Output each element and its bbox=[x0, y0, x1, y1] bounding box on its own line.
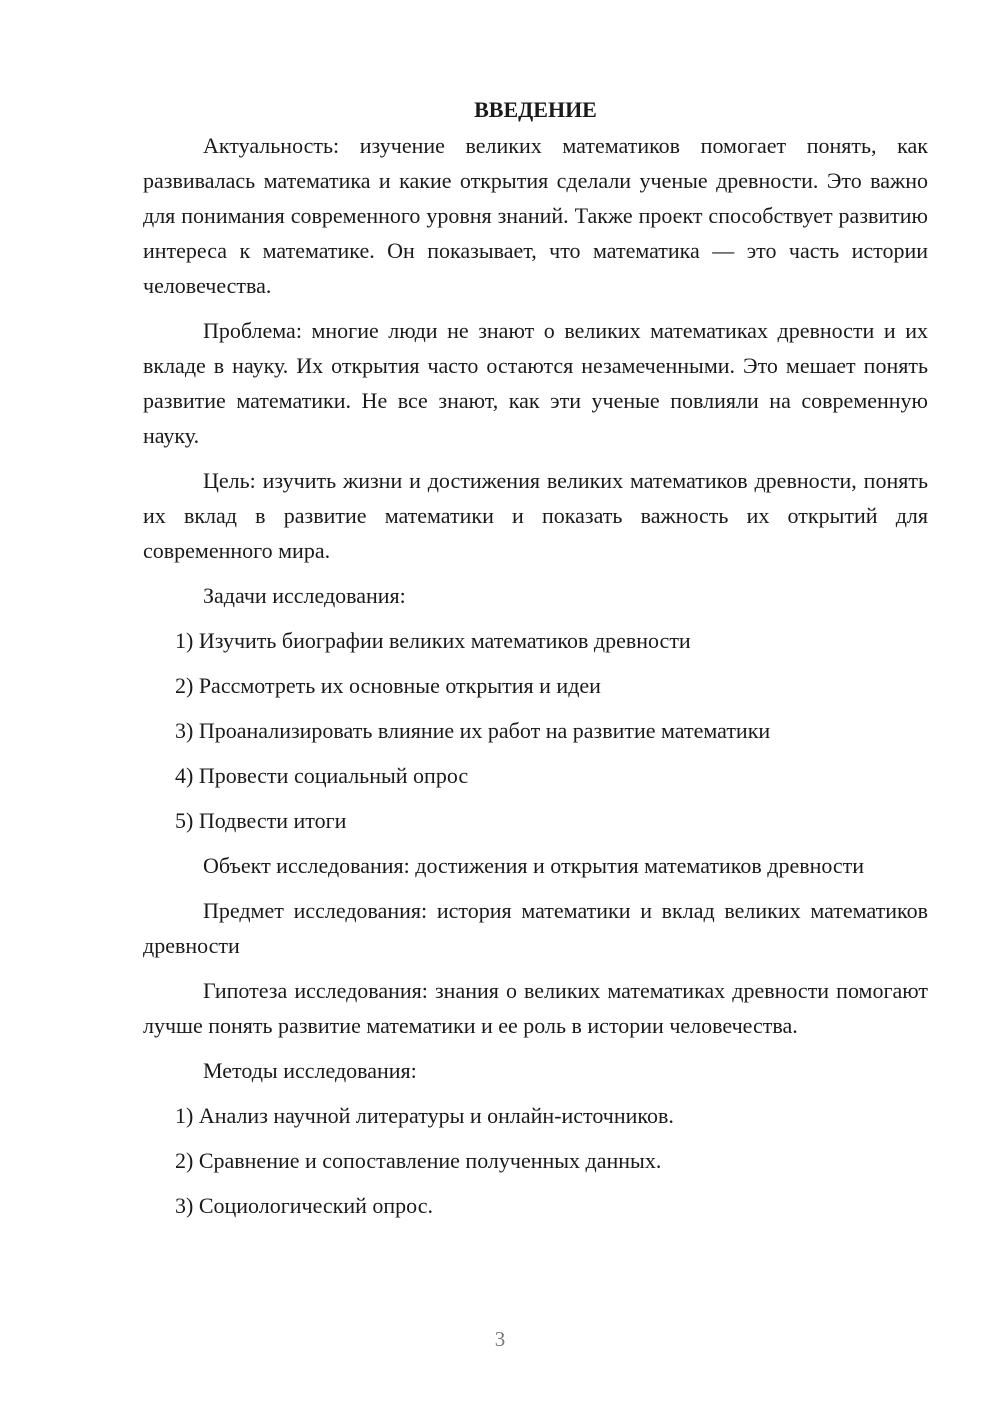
page-number: 3 bbox=[494, 1327, 506, 1351]
methods-heading: Методы исследования: bbox=[203, 1058, 417, 1083]
task-item: 4) Провести социальный опрос bbox=[175, 763, 469, 788]
task-item: 3) Проанализировать влияние их работ на развитие математики bbox=[175, 718, 771, 743]
relevance-paragraph: Актуальность: изучение великих математиков помогает понять, как развивалась математика и какие открытия сделали ученые древности. Это важно для понимания современного уровня знаний. Также проект способствует развитию интереса к математике. Он показывает, что математика — это часть истории человечества. bbox=[143, 133, 928, 298]
document-page bbox=[143, 92, 928, 1233]
task-item: 5) Подвести итоги bbox=[175, 808, 347, 833]
task-item: 2) Рассмотреть их основные открытия и идеи bbox=[175, 673, 601, 698]
problem-paragraph: Проблема: многие люди не знают о великих математиках древности и их вкладе в науку. Их открытия часто остаются незамеченными. Это мешает понять развитие математики. Не все знают, как эти ученые повлияли на современную науку. bbox=[143, 318, 928, 448]
research-subject-paragraph: Предмет исследования: история математики и вклад великих математиков древности bbox=[143, 898, 928, 958]
tasks-heading: Задачи исследования: bbox=[203, 583, 406, 608]
goal-paragraph: Цель: изучить жизни и достижения великих математиков древности, понять их вклад в развитие математики и показать важность их открытий для современного мира. bbox=[143, 468, 928, 563]
page-title: ВВЕДЕНИЕ bbox=[474, 97, 597, 122]
method-item: 3) Социологический опрос. bbox=[175, 1193, 433, 1218]
method-item: 2) Сравнение и сопоставление полученных данных. bbox=[175, 1148, 662, 1173]
method-item: 1) Анализ научной литературы и онлайн-источников. bbox=[175, 1103, 674, 1128]
hypothesis-paragraph: Гипотеза исследования: знания о великих математиках древности помогают лучше понять развитие математики и ее роль в истории человечества. bbox=[143, 978, 928, 1038]
task-item: 1) Изучить биографии великих математиков древности bbox=[175, 628, 691, 653]
research-object-paragraph: Объект исследования: достижения и открытия математиков древности bbox=[203, 853, 865, 878]
